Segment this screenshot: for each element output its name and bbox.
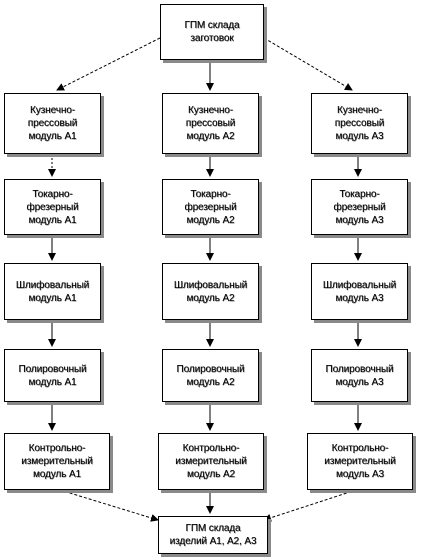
- node-polishing-a2: [162, 349, 259, 402]
- node-blank-warehouse-label: ГПМ склада заготовок: [184, 20, 240, 44]
- node-forging-a2-label: Кузнечно- прессовый модуль А2: [185, 105, 236, 142]
- node-product-warehouse-label: ГПМ склада изделий А1, А2, А3: [169, 523, 257, 547]
- node-inspection-a2-label: Контрольно- измерительный модуль А2: [175, 443, 247, 480]
- node-polishing-a3-label: Полировочный модуль А3: [325, 363, 394, 388]
- arrow-a3-to-bottom: [264, 490, 356, 520]
- node-inspection-a1-label: Контрольно- измерительный модуль А1: [21, 443, 93, 480]
- node-grinding-a2-label: Шлифовальный модуль А2: [173, 279, 248, 304]
- node-product-warehouse: [158, 516, 268, 554]
- node-inspection-a1: [4, 433, 110, 490]
- node-polishing-a1: [4, 349, 101, 402]
- node-grinding-a3-label: Шлифовальный модуль А3: [322, 279, 397, 304]
- node-grinding-a3: [311, 263, 408, 320]
- node-forging-a1: [4, 93, 101, 154]
- node-forging-a3-label: Кузнечно- прессовый модуль А3: [334, 105, 385, 142]
- node-turning-a3: [311, 179, 408, 235]
- node-grinding-a2: [162, 263, 259, 320]
- node-forging-a2: [162, 93, 259, 154]
- node-forging-a3: [311, 93, 408, 154]
- arrow-a1-to-bottom: [60, 490, 158, 520]
- node-polishing-a2-label: Полировочный модуль А2: [176, 363, 245, 388]
- node-grinding-a1-label: Шлифовальный модуль А1: [15, 279, 90, 304]
- node-inspection-a3: [307, 433, 413, 490]
- node-turning-a1-label: Токарно- фрезерный модуль А1: [26, 188, 79, 226]
- arrow-top-to-a1: [57, 38, 160, 90]
- node-grinding-a1: [4, 263, 101, 320]
- node-turning-a2-label: Токарно- фрезерный модуль А2: [184, 188, 237, 226]
- node-polishing-a3: [311, 349, 408, 402]
- node-inspection-a2: [158, 433, 264, 490]
- node-turning-a2: [162, 179, 259, 235]
- node-polishing-a1-label: Полировочный модуль А1: [18, 363, 87, 388]
- arrow-top-to-a3: [264, 38, 352, 90]
- node-turning-a3-label: Токарно- фрезерный модуль А3: [333, 188, 386, 226]
- node-forging-a1-label: Кузнечно- прессовый модуль А1: [27, 105, 78, 142]
- node-blank-warehouse: [160, 4, 264, 60]
- node-turning-a1: [4, 179, 101, 235]
- node-inspection-a3-label: Контрольно- измерительный модуль А3: [324, 443, 396, 480]
